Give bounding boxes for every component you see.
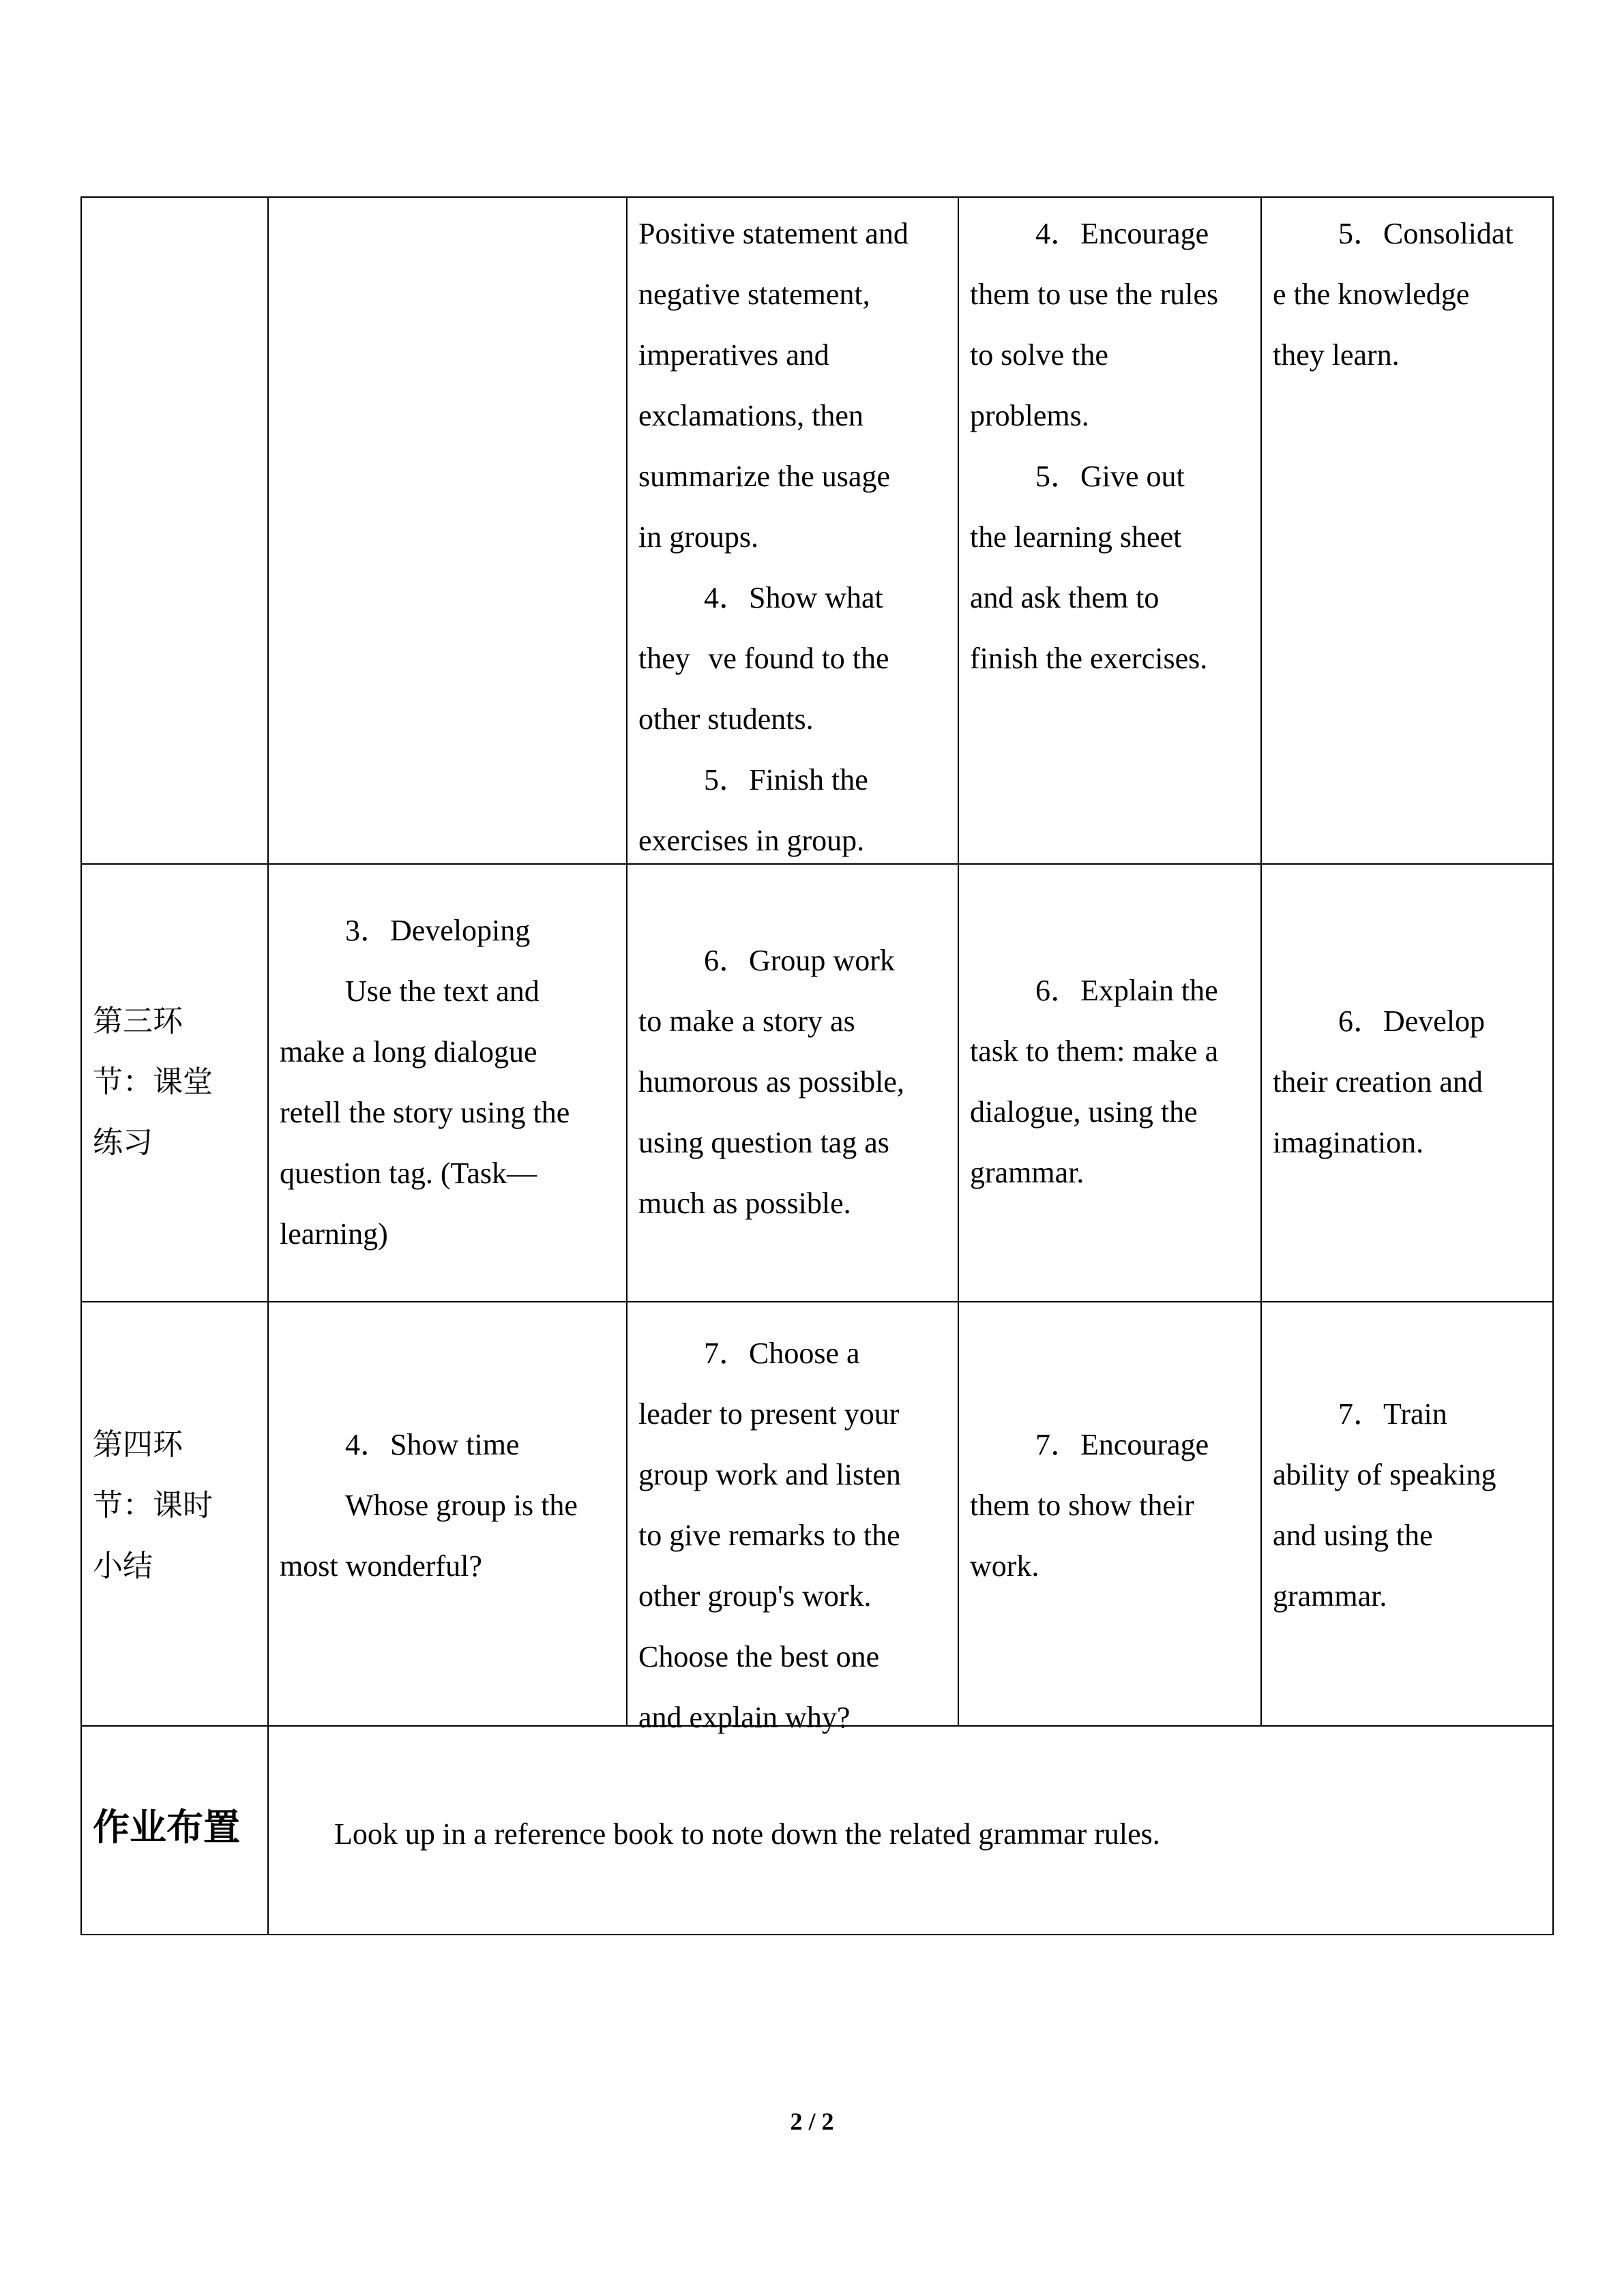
cell-line: using question tag as bbox=[638, 1126, 889, 1159]
cell-line: in groups. bbox=[638, 520, 758, 554]
cell-r1-student-activity bbox=[628, 203, 958, 871]
cell-line: Choose the best one bbox=[638, 1640, 880, 1673]
cell-r3-student-activity bbox=[628, 1323, 958, 1748]
cell-line: 6．Explain the bbox=[1035, 974, 1218, 1007]
cell-line: 5．Finish the bbox=[704, 763, 868, 796]
cell-line: 7．Train bbox=[1338, 1397, 1447, 1431]
cell-line: exercises in group. bbox=[638, 824, 865, 857]
cell-line: Whose group is the bbox=[345, 1489, 578, 1522]
cell-line: to give remarks to the bbox=[638, 1519, 900, 1552]
cell-line: imperatives and bbox=[638, 338, 829, 372]
cell-line: their creation and bbox=[1273, 1065, 1483, 1099]
cell-line: ability of speaking bbox=[1273, 1458, 1496, 1491]
cell-line: problems. bbox=[970, 399, 1089, 432]
cell-line: to make a story as bbox=[638, 1004, 855, 1038]
cell-line: 4．Encourage bbox=[1035, 217, 1209, 250]
cell-line: them to show their bbox=[970, 1489, 1194, 1522]
cell-line: retell the story using the bbox=[280, 1096, 570, 1129]
cell-line: dialogue, using the bbox=[970, 1095, 1198, 1129]
cell-line: other group's work. bbox=[638, 1579, 872, 1613]
cell-line: 5．Give out bbox=[1035, 460, 1185, 493]
cell-line: 小结 bbox=[93, 1549, 153, 1583]
cell-line: and using the bbox=[1273, 1519, 1433, 1552]
cell-line: task to them: make a bbox=[970, 1034, 1219, 1068]
homework-label: 作业布置 bbox=[93, 1806, 240, 1849]
cell-r3-teacher-activity bbox=[959, 1414, 1260, 1596]
cell-r2-content bbox=[269, 900, 626, 1264]
page-number: 2 / 2 bbox=[790, 2108, 834, 2135]
cell-line: 节：课时 bbox=[93, 1488, 213, 1523]
table-border-right bbox=[1552, 196, 1554, 1935]
cell-line: 6．Group work bbox=[704, 944, 895, 977]
cell-line: finish the exercises. bbox=[970, 642, 1208, 675]
cell-r3-content bbox=[269, 1414, 626, 1596]
cell-line: the learning sheet bbox=[970, 520, 1182, 554]
cell-line: 7．Encourage bbox=[1035, 1428, 1209, 1461]
table-border-bottom bbox=[80, 1934, 1554, 1935]
cell-line: 第三环 bbox=[93, 1004, 183, 1039]
cell-line: 练习 bbox=[93, 1125, 153, 1160]
cell-line: negative statement, bbox=[638, 278, 870, 311]
cell-line: grammar. bbox=[1273, 1579, 1387, 1613]
cell-line: 节：课堂 bbox=[93, 1064, 213, 1099]
cell-line: Use the text and bbox=[345, 974, 540, 1008]
cell-r2-purpose bbox=[1262, 991, 1552, 1173]
cell-line: summarize the usage bbox=[638, 460, 890, 493]
cell-line: 6．Develop bbox=[1338, 1004, 1486, 1038]
cell-r2-stage bbox=[82, 991, 267, 1173]
cell-line: to solve the bbox=[970, 338, 1108, 372]
cell-line: and ask them to bbox=[970, 581, 1160, 614]
cell-line: grammar. bbox=[970, 1156, 1084, 1189]
cell-line: theyve found to the bbox=[638, 642, 889, 675]
cell-line: other students. bbox=[638, 702, 814, 736]
cell-r2-teacher-activity bbox=[959, 960, 1260, 1203]
cell-line: imagination. bbox=[1273, 1126, 1424, 1159]
cell-line: exclamations, then bbox=[638, 399, 863, 432]
cell-line: learning) bbox=[280, 1217, 388, 1251]
cell-line: 4．Show time bbox=[345, 1428, 520, 1461]
cell-line: most wonderful? bbox=[280, 1549, 482, 1583]
cell-line: 3．Developing bbox=[345, 914, 531, 947]
cell-line: group work and listen bbox=[638, 1458, 901, 1491]
cell-line: question tag. (Task— bbox=[280, 1157, 537, 1190]
cell-line: them to use the rules bbox=[970, 278, 1219, 311]
cell-line: and explain why? bbox=[638, 1701, 851, 1734]
cell-line: 5．Consolidat bbox=[1338, 217, 1514, 250]
homework-text: Look up in a reference book to note down the related grammar rules. bbox=[334, 1817, 1160, 1851]
cell-r3-stage bbox=[82, 1414, 267, 1596]
cell-line: Positive statement and bbox=[638, 217, 909, 250]
cell-line: 4．Show what bbox=[704, 581, 883, 614]
cell-line: they learn. bbox=[1273, 338, 1400, 372]
cell-line: 第四环 bbox=[93, 1427, 183, 1462]
cell-line: leader to present your bbox=[638, 1397, 900, 1431]
table-border-top bbox=[80, 196, 1554, 198]
cell-line: much as possible. bbox=[638, 1187, 851, 1220]
cell-line: humorous as possible, bbox=[638, 1065, 904, 1099]
cell-line: make a long dialogue bbox=[280, 1035, 537, 1069]
cell-line: 7．Choose a bbox=[704, 1337, 860, 1370]
cell-r3-purpose bbox=[1262, 1384, 1552, 1626]
cell-line: work. bbox=[970, 1549, 1039, 1583]
cell-r1-teacher-activity bbox=[959, 203, 1260, 689]
row-divider bbox=[80, 1301, 1554, 1302]
cell-r2-student-activity bbox=[628, 930, 958, 1234]
cell-r1-purpose bbox=[1262, 203, 1552, 385]
cell-line: e the knowledge bbox=[1273, 278, 1470, 311]
